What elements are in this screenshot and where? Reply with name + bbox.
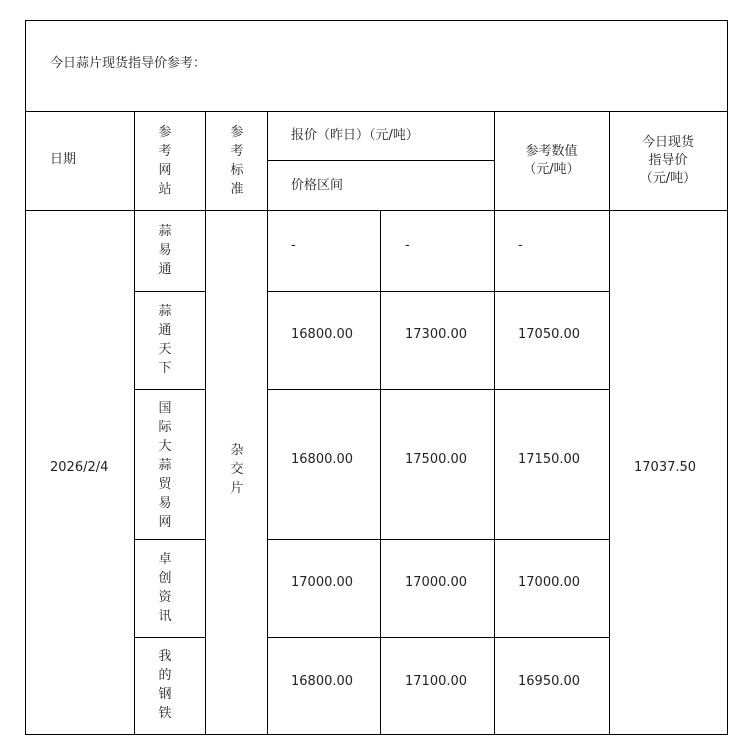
header-quote: 报价（昨日）（元/吨）: [291, 128, 419, 143]
rule-row3: [134, 539, 206, 540]
header-standard: 参考标准: [230, 125, 244, 197]
high-price-cell: -: [405, 238, 410, 253]
site-cell: 蒜通天下: [158, 304, 172, 376]
header-ref-line2: （元/吨）: [523, 162, 580, 177]
standard-cell: 杂交片: [230, 443, 244, 496]
header-ref-line1: 参考数值: [525, 144, 578, 159]
site-cell: 国际大蒜贸易网: [158, 401, 172, 530]
rule-header-bottom: [25, 210, 728, 211]
high-price-cell: 17100.00: [405, 674, 468, 689]
site-cell: 卓创资讯: [158, 552, 172, 624]
high-price-cell: 17000.00: [405, 575, 468, 590]
low-price-cell: -: [291, 238, 296, 253]
col-line-2: [205, 111, 206, 735]
header-range: 价格区间: [291, 178, 344, 193]
ref-value-cell: 17000.00: [518, 575, 581, 590]
border-left: [25, 20, 26, 735]
header-guide-line3: （元/吨）: [639, 171, 697, 186]
table-title: 今日蒜片现货指导价参考：: [50, 56, 207, 71]
low-price-cell: 17000.00: [291, 575, 354, 590]
border-bottom: [25, 734, 728, 735]
header-site: 参考网站: [158, 125, 172, 197]
col-line-5: [494, 111, 495, 735]
low-price-cell: 16800.00: [291, 452, 354, 467]
high-price-cell: 17300.00: [405, 327, 468, 342]
header-guide-line2: 指导价: [648, 153, 688, 168]
ref-value-cell: 17050.00: [518, 327, 581, 342]
col-line-4: [380, 210, 381, 735]
rule-quote-split: [267, 160, 494, 161]
border-right: [727, 20, 728, 735]
rule-row2b: [267, 389, 610, 390]
rule-row1: [134, 291, 206, 292]
col-line-1: [134, 111, 135, 735]
rule-title-bottom: [25, 111, 728, 112]
rule-row4b: [267, 637, 610, 638]
ref-value-cell: 16950.00: [518, 674, 581, 689]
ref-value-cell: 17150.00: [518, 452, 581, 467]
header-guide-line1: 今日现货: [641, 135, 694, 150]
rule-row1b: [267, 291, 610, 292]
rule-row3b: [267, 539, 610, 540]
col-line-3: [267, 111, 268, 735]
rule-row4: [134, 637, 206, 638]
low-price-cell: 16800.00: [291, 327, 354, 342]
guide-price-cell: 17037.50: [634, 460, 697, 475]
site-cell: 蒜易通: [158, 224, 172, 277]
ref-value-cell: -: [518, 238, 523, 253]
date-cell: 2026/2/4: [50, 460, 109, 475]
rule-row2: [134, 389, 206, 390]
site-cell: 我的钢铁: [158, 649, 172, 721]
low-price-cell: 16800.00: [291, 674, 354, 689]
border-top: [25, 20, 728, 21]
high-price-cell: 17500.00: [405, 452, 468, 467]
col-line-6: [609, 111, 610, 735]
header-date: 日期: [50, 152, 77, 167]
